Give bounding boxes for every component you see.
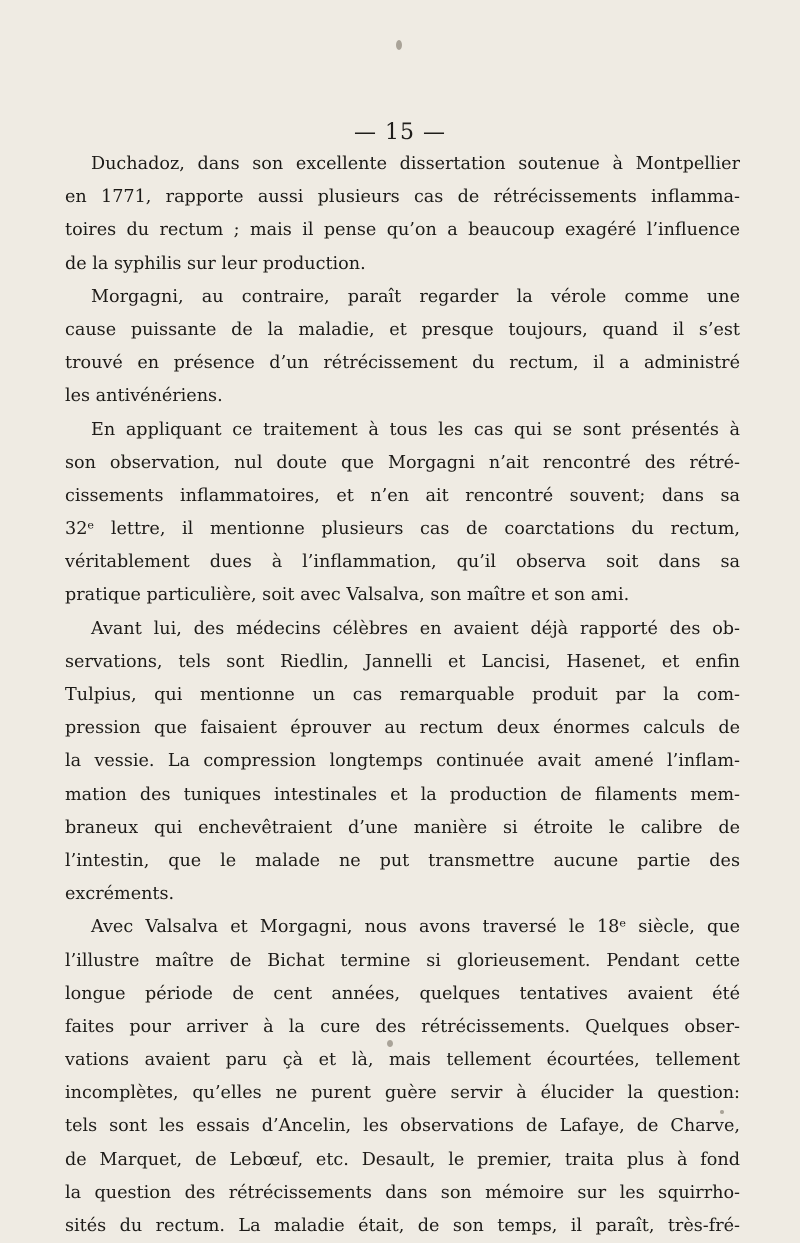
paper-stain xyxy=(396,40,402,50)
text-line: la vessie. La compression longtemps continuée avait amené l’inflam- xyxy=(65,751,740,772)
text-line: Avant lui, des médecins célèbres en avaient déjà rapporté des ob- xyxy=(91,618,740,639)
text-line: mation des tuniques intestinales et la production de filaments mem- xyxy=(65,784,740,805)
body-text xyxy=(65,148,740,1243)
text-line: vations avaient paru çà et là, mais tellement écourtées, tellement xyxy=(65,1050,740,1071)
text-line: En appliquant ce traitement à tous les cas qui se sont présentés à xyxy=(91,419,740,440)
text-line: les antivénériens. xyxy=(65,386,223,407)
text-line: servations, tels sont Riedlin, Jannelli et Lancisi, Hasenet, et enfin xyxy=(65,651,740,672)
text-line: cause puissante de la maladie, et presque toujours, quand il s’est xyxy=(65,319,740,340)
text-line: la question des rétrécissements dans son mémoire sur les squirrho- xyxy=(65,1182,740,1203)
text-line: Duchadoz, dans son excellente dissertation soutenue à Montpellier xyxy=(91,154,740,174)
text-line: son observation, nul doute que Morgagni n’ait rencontré des rétré- xyxy=(65,452,740,473)
text-line: véritablement dues à l’inflammation, qu’il observa soit dans sa xyxy=(65,552,740,573)
text-line: toires du rectum ; mais il pense qu’on a beaucoup exagéré l’influence xyxy=(65,220,740,241)
text-line: faites pour arriver à la cure des rétrécissements. Quelques obser- xyxy=(65,1016,740,1037)
text-line: braneux qui enchevêtraient d’une manière si étroite le calibre de xyxy=(65,817,740,838)
text-line: l’intestin, que le malade ne put transmettre aucune partie des xyxy=(65,850,740,871)
text-line: de Marquet, de Lebœuf, etc. Desault, le premier, traita plus à fond xyxy=(65,1149,740,1170)
text-line: tels sont les essais d’Ancelin, les observations de Lafaye, de Charve, xyxy=(65,1116,740,1137)
text-line: cissements inflammatoires, et n’en ait rencontré souvent; dans sa xyxy=(65,485,740,506)
page-number: — 15 — xyxy=(354,120,446,145)
text-line: incomplètes, qu’elles ne purent guère servir à élucider la question: xyxy=(65,1083,740,1104)
text-line: 32ᵉ lettre, il mentionne plusieurs cas de coarctations du rectum, xyxy=(65,519,740,540)
text-line: pression que faisaient éprouver au rectum deux énormes calculs de xyxy=(65,718,740,739)
text-line: en 1771, rapporte aussi plusieurs cas de rétrécissements inflamma- xyxy=(65,187,740,208)
text-line: excréments. xyxy=(65,884,175,905)
text-line: pratique particulière, soit avec Valsalva, son maître et son ami. xyxy=(65,585,630,606)
text-line: l’illustre maître de Bichat termine si glorieusement. Pendant cette xyxy=(65,950,740,971)
text-line: trouvé en présence d’un rétrécissement du rectum, il a administré xyxy=(65,353,740,374)
text-line: de la syphilis sur leur production. xyxy=(65,253,366,274)
text-line: sités du rectum. La maladie était, de son temps, il paraît, très-fré- xyxy=(65,1216,740,1236)
text-line: Avec Valsalva et Morgagni, nous avons traversé le 18ᵉ siècle, que xyxy=(91,917,740,938)
text-line: Tulpius, qui mentionne un cas remarquable produit par la com- xyxy=(65,685,740,705)
text-line: Morgagni, au contraire, paraît regarder la vérole comme une xyxy=(91,286,740,307)
text-line: longue période de cent années, quelques tentatives avaient été xyxy=(65,983,740,1004)
